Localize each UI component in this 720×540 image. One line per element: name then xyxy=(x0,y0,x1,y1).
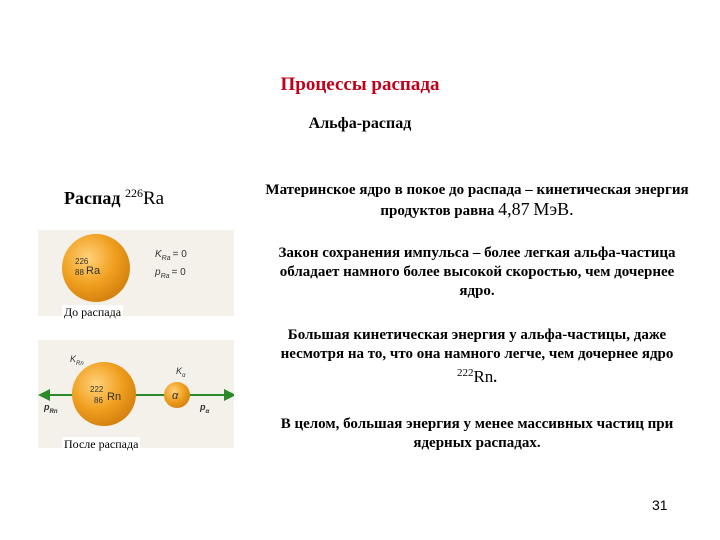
paragraph-energy-text: Материнское ядро в покое до распада – кинетическая энергия продуктов равна xyxy=(265,182,689,219)
paragraph-energy-value: 4,87 xyxy=(498,199,530,219)
paragraph-kinetic-mass: 222 xyxy=(456,367,474,379)
decay-label-prefix: Распад xyxy=(64,188,121,208)
paragraph-kinetic xyxy=(262,326,692,388)
radon-charge-label: 86 xyxy=(94,396,103,405)
paragraph-kinetic-element: Rn xyxy=(473,367,494,386)
figure-before-decay xyxy=(38,230,234,316)
radon-mass-label: 222 xyxy=(90,385,104,394)
k-alpha-label: $K_\alpha$ xyxy=(176,366,186,379)
radium-charge-label: 88 xyxy=(75,268,84,277)
decay-label xyxy=(64,186,164,210)
slide-subtitle: Альфа-распад xyxy=(308,115,412,132)
slide-title: Процессы распада xyxy=(280,74,440,95)
paragraph-kinetic-end: . xyxy=(493,370,498,386)
caption-after-decay: После распада xyxy=(64,437,139,451)
figure-after-decay xyxy=(38,340,234,448)
decay-label-element: Ra xyxy=(142,188,165,209)
caption-before-decay: До распада xyxy=(64,305,122,319)
figure-before-svg xyxy=(38,230,234,316)
k-ra-label: $K_{Ra} = 0$ xyxy=(155,249,187,262)
radium-mass-label: 226 xyxy=(75,257,89,266)
paragraph-energy xyxy=(262,181,692,221)
figure-after-svg xyxy=(38,340,234,448)
radon-nucleus xyxy=(72,362,136,426)
k-rn-label: $K_{Rn}$ xyxy=(70,354,84,367)
p-alpha-label: $p_\alpha$ xyxy=(200,402,210,415)
radon-symbol-label: Rn xyxy=(107,391,122,403)
radium-symbol-label: Ra xyxy=(86,265,101,277)
paragraph-summary: В целом, большая энергия у менее массивных частиц при ядерных распадах. xyxy=(280,416,674,451)
alpha-symbol: α xyxy=(172,390,179,402)
paragraph-kinetic-text: Большая кинетическая энергия у альфа-частицы, даже несмотря на то, что она намного легче, чем дочернее ядро xyxy=(280,327,674,362)
paragraph-momentum: Закон сохранения импульса – более легкая альфа-частица обладает намного более высокой скоростью, чем дочернее ядро. xyxy=(278,245,676,299)
page-number: 31 xyxy=(652,497,668,513)
p-rn-label: $p_{Rn}$ xyxy=(44,402,58,415)
paragraph-energy-unit: МэВ. xyxy=(533,199,574,219)
p-ra-label: $p_{Ra} = 0$ xyxy=(155,267,186,280)
decay-label-mass: 226 xyxy=(124,186,143,200)
